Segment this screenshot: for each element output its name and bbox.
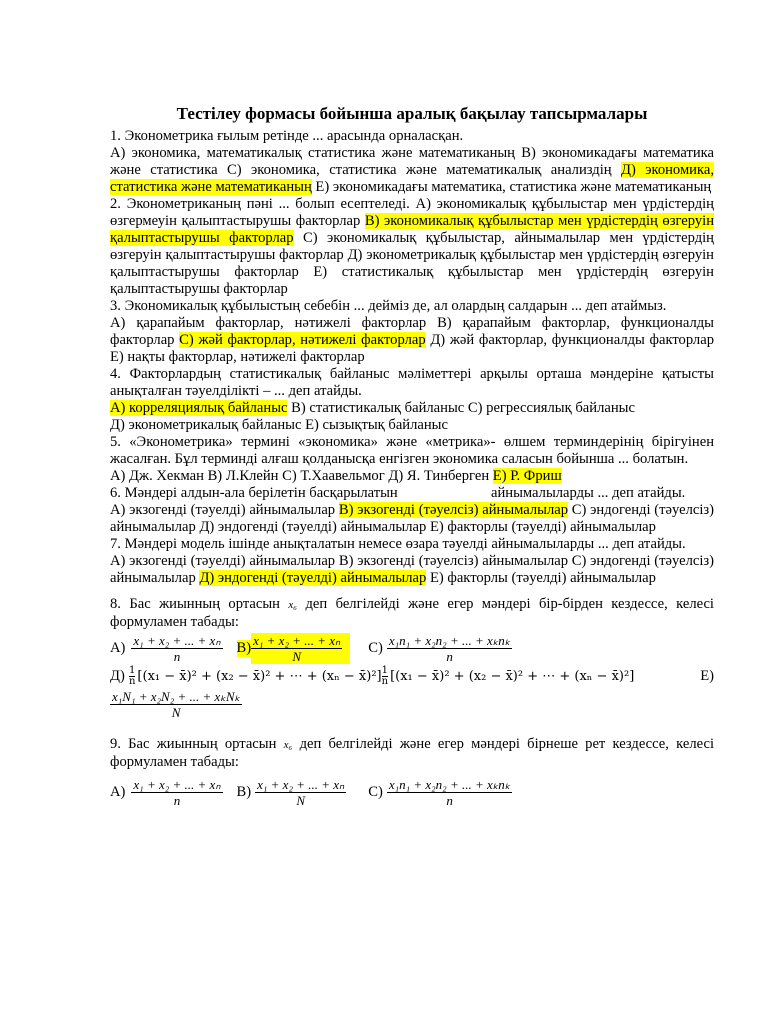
question-8: [110, 596, 714, 631]
q9-formula-a-denominator: n: [173, 793, 181, 808]
document-page: [110, 104, 714, 810]
question-4-text: 4. Факторлардың статистикалық байланыс мәліметтері арқылы орташа мәндеріне қатысты анықталған тәуелділікті – ... деп атайды.: [110, 366, 714, 399]
q9-formula-b-numerator: x₁ + x₂ + ... + xₙ: [257, 777, 345, 792]
q8-formula-d-coef-den: n: [128, 676, 136, 687]
document-title: Тестілеу формасы бойынша аралық бақылау тапсырмалары: [176, 104, 648, 123]
q4-option-c: С) регрессиялық байланыс: [467, 400, 635, 416]
q2-option-d: Д) эконометрикалық құбылыстар мен үрдістердің өзгеруін қалыптастырушы факторлар: [110, 247, 714, 280]
q8-formula-e: [110, 689, 242, 720]
question-3: [110, 298, 714, 366]
q9-label-c: С): [368, 784, 383, 800]
question-6: [110, 485, 714, 536]
question-2: [110, 196, 714, 298]
q8-formulas-row-1: [110, 633, 714, 664]
q8-label-b-answer: В): [236, 640, 252, 656]
q2-option-c: С) экономикалық құбылыстар, айнымалылар мен үрдістердің өзгеруін қалыптастырушы факторлар: [110, 230, 714, 263]
question-6-text-part1: 6. Мәндері алдын-ала берілетін басқарылатын: [110, 485, 398, 501]
q1-option-d-answer: Д) экономика, статистика және математиканың: [110, 162, 714, 195]
q8-formula-b-answer: [251, 633, 350, 664]
q8-formulas-row-2: [110, 666, 714, 687]
q4-option-d: Д) эконометрикалық байланыс: [110, 417, 302, 433]
q3-option-d: Д) жәй факторлар, функционалды факторлар: [430, 332, 714, 348]
q8-formula-e-denominator: N: [171, 705, 181, 720]
q1-option-c: С) экономика, статистика және математикалық анализдің: [227, 162, 612, 178]
q8-formula-d-body: [(x₁ − x̄)² + (x₂ − x̄)² + ⋯ + (xₙ − x̄)²]: [137, 669, 382, 684]
question-7: [110, 536, 714, 587]
question-3-text: 3. Экономикалық құбылыстың себебін ... дейміз де, ал олардың салдарын ... деп атаймыз.: [110, 298, 667, 314]
q8-formula-d: [110, 666, 634, 687]
q3-option-e: Е) нақты факторлар, нәтижелі факторлар: [110, 349, 365, 365]
q8-formula-a-numerator: x₁ + x₂ + ... + xₙ: [133, 633, 221, 648]
q9-formula-c-denominator: n: [446, 793, 453, 808]
question-1: [110, 128, 714, 196]
q5-option-d: Д) Я. Тинберген: [388, 468, 490, 484]
question-9-text-part2: деп белгілейді және егер мәндері бірнеше рет кездессе, келесі формуламен табады:: [110, 736, 715, 770]
q4-option-b: В) статистикалық байланыс: [291, 400, 465, 416]
q9-formula-a-numerator: x₁ + x₂ + ... + xₙ: [133, 777, 221, 792]
q8-formula-c: [387, 633, 513, 664]
q8-label-d: Д): [110, 668, 125, 684]
q7-option-a: А) экзогенді (тәуелді) айнымалылар: [110, 553, 336, 569]
q9-formula-c-numerator: x₁n₁ + x₂n₂ + ... + xₖnₖ: [388, 777, 511, 792]
question-4: [110, 366, 714, 434]
q6-option-e: Е) факторлы (тәуелді) айнымалылар: [429, 519, 656, 535]
q5-option-b: В) Л.Клейн: [207, 468, 279, 484]
q9-formula-b: [255, 777, 346, 808]
q4-option-a-answer: А) корреляциялық байланыс: [110, 400, 288, 416]
q5-option-e-answer: Е) Р. Фриш: [492, 468, 562, 484]
q1-option-a: А) экономика, математикалық статистика және математиканың: [110, 145, 515, 161]
q4-option-e: Е) сызықтық байланыс: [305, 417, 448, 433]
question-9-text-part1: 9. Бас жиынның ортасын: [110, 736, 277, 752]
question-1-text: 1. Эконометрика ғылым ретінде ... арасында орналасқан.: [110, 128, 464, 144]
q7-option-c: С) эндогенді (тәуелсіз) айнымалылар: [110, 553, 715, 586]
q8-formula-c-numerator: x₁n₁ + x₂n₂ + ... + xₖnₖ: [388, 633, 511, 648]
q6-option-d: Д) эндогенді (тәуелді) айнымалылар: [199, 519, 427, 535]
q8-formula-e-numerator: x₁N₁ + x₂N₂ + ... + xₖNₖ: [112, 689, 241, 704]
q8-formula-d-coef: [129, 666, 135, 687]
q9-formulas-row: [110, 777, 714, 808]
q5-option-a: А) Дж. Хекман: [110, 468, 204, 484]
q3-option-c-answer: С) жәй факторлар, нәтижелі факторлар: [179, 332, 426, 348]
q8-formula-d2-coef: [382, 666, 388, 687]
q7-option-b: В) экзогенді (тәуелсіз) айнымалылар: [338, 553, 569, 569]
q8-formula-d-coef-num: 1: [129, 665, 136, 676]
q9-formula-c: [387, 777, 513, 808]
q8-label-c: С): [368, 640, 383, 656]
q2-option-a: А) экономикалық құбылыстар мен үрдістердің өзгермеуін қалыптастырушы факторлар: [110, 196, 714, 229]
q2-option-b-answer: В) экономикалық құбылыстар мен үрдістердің өзгеруін қалыптастырушы факторлар: [110, 213, 715, 246]
q9-formula-a: [131, 777, 222, 808]
q8-formula-d2-coef-den: n: [381, 676, 389, 687]
q8-formula-a: [131, 633, 222, 664]
q7-option-e: Е) факторлы (тәуелді) айнымалылар: [429, 570, 656, 586]
q6-option-b-answer: В) экзогенді (тәуелсіз) айнымалылар: [338, 502, 569, 518]
question-8-text-part1: 8. Бас жиынның ортасын: [110, 596, 280, 612]
q9-label-b: В): [236, 784, 252, 800]
q6-option-a: А) экзогенді (тәуелді) айнымалылар: [110, 502, 336, 518]
q3-option-b: В) қарапайым факторлар, функционалды факторлар: [110, 315, 714, 348]
q1-option-e: Е) экономикадағы математика, статистика және математиканың: [315, 179, 712, 195]
q8-formula-c-denominator: n: [446, 649, 453, 664]
q8-formula-d2-body: [(x₁ − x̄)² + (x₂ − x̄)² + ⋯ + (xₙ − x̄)²]: [390, 669, 635, 684]
q9-label-a: А): [110, 784, 126, 800]
q6-option-c: С) эндогенді (тәуелсіз) айнымалылар: [110, 502, 715, 535]
question-2-text: 2. Эконометриканың пәні ... болып есептеледі.: [110, 196, 410, 212]
q8-formula-a-denominator: n: [173, 649, 181, 664]
q3-option-a: А) қарапайым факторлар, нәтижелі факторлар: [110, 315, 427, 331]
q8-formulas-row-3: [110, 689, 714, 720]
q9-mean-symbol: x₆: [283, 739, 293, 751]
q8-formula-b-denominator: N: [292, 649, 301, 664]
q8-label-a: А): [110, 640, 126, 656]
q8-mean-symbol: x₆: [288, 599, 298, 611]
q5-option-c: С) Т.Хаавельмог: [282, 468, 385, 484]
question-7-text: 7. Мәндері модель ішінде анықталатын немесе өзара тәуелді айнымалыларды ... деп атайды.: [110, 536, 686, 552]
question-5-text: 5. «Эконометрика» термині «экономика» және «метрика»- өлшем терминдерінің бірігуінен жасалған. Бұл терминді алғаш қолданысқа енгізген экономика саласын бойынша ... болатын.: [110, 434, 714, 467]
question-6-text-part2: айнымалыларды ... деп атайды.: [491, 485, 686, 501]
q7-option-d-answer: Д) эндогенді (тәуелді) айнымалылар: [199, 570, 427, 586]
question-9: [110, 736, 714, 771]
q8-label-e: Е): [700, 668, 714, 684]
q8-formula-d2-coef-num: 1: [381, 665, 389, 676]
q8-formula-b-numerator: x₁ + x₂ + ... + xₙ: [253, 633, 341, 648]
q1-option-b: В) экономикадағы математика және статистика: [110, 145, 714, 178]
q9-formula-b-denominator: N: [296, 793, 305, 808]
question-8-text-part2: деп белгілейді және егер мәндері бір-бірден кездессе, келесі формуламен табады:: [110, 596, 714, 630]
q2-option-e: Е) статистикалық құбылыстар мен үрдістердің өзгеруін қалыптастырушы факторлар: [110, 264, 714, 297]
question-5: [110, 434, 714, 485]
